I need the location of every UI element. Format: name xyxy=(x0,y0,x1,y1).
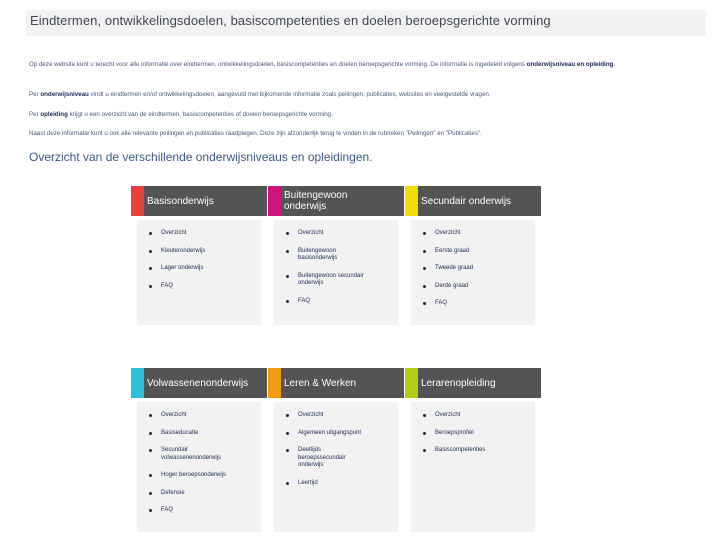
color-bar xyxy=(405,368,418,398)
intro-bold-text: onderwijsniveau en opleiding xyxy=(526,61,614,68)
card-link[interactable]: Basiscompetenties xyxy=(435,447,535,455)
card-link[interactable]: Overzicht xyxy=(298,412,398,420)
card-link[interactable]: Overzicht xyxy=(161,230,261,238)
card-link[interactable]: FAQ xyxy=(298,298,398,306)
card-body xyxy=(274,402,398,532)
card-basisonderwijs xyxy=(131,186,267,325)
card-header-basisonderwijs[interactable] xyxy=(131,186,267,216)
card-link[interactable]: Eerste graad xyxy=(435,248,535,256)
card-leren-en-werken xyxy=(268,368,404,532)
intro-text: Naast deze informatie kunt u ook alle relevante peilingen en publicaties raadplegen. Deze zijn afzonderlijk terug te vinden in de rubrieken "Peilingen" en "Publicaties". xyxy=(29,130,482,137)
card-link-list xyxy=(137,230,261,290)
card-link-list xyxy=(274,230,398,305)
card-body xyxy=(137,220,261,325)
card-link[interactable]: Buitengewoon secundair onderwijs xyxy=(298,273,378,288)
card-buitengewoon-onderwijs xyxy=(268,186,404,325)
card-link[interactable]: Defensie xyxy=(161,490,261,498)
card-body xyxy=(411,402,535,532)
card-link[interactable]: Deeltijds beroepssecundair onderwijs xyxy=(298,447,368,470)
card-title: Volwassenenonderwijs xyxy=(147,377,249,389)
color-bar xyxy=(405,186,418,216)
section-subtitle: Overzicht van de verschillende onderwijsniveaus en opleidingen. xyxy=(29,150,373,164)
card-link-list xyxy=(137,412,261,515)
card-lerarenopleiding xyxy=(405,368,541,532)
card-secundair-onderwijs xyxy=(405,186,541,325)
card-link[interactable]: Buitengewoon basisonderwijs xyxy=(298,248,368,263)
card-link[interactable]: Secundair volwassenenonderwijs xyxy=(161,447,241,462)
card-link[interactable]: Hoger beroepsonderwijs xyxy=(161,472,231,480)
card-body xyxy=(137,402,261,532)
intro-text: Op deze website kunt u terecht voor alle informatie over eindtermen, ontwikkelingsdoelen, basiscompetenties en doelen beroepsgerichte vorming. De informatie is ingedeeld volgens xyxy=(29,61,527,68)
intro-paragraph-1 xyxy=(29,60,709,69)
intro-paragraph-2 xyxy=(29,90,709,99)
card-title: Basisonderwijs xyxy=(147,195,214,207)
card-link-list xyxy=(411,230,535,308)
color-bar xyxy=(131,368,144,398)
card-link[interactable]: Overzicht xyxy=(435,230,535,238)
intro-text: vindt u eindtermen en/of ontwikkelingsdoelen, aangevuld met bijkomende informatie zoals peilingen, publicaties, websites en veelgestelde vragen. xyxy=(88,91,491,98)
card-title: Secundair onderwijs xyxy=(421,195,512,207)
card-link[interactable]: Overzicht xyxy=(435,412,535,420)
intro-paragraph-3 xyxy=(29,110,709,119)
card-header-volwassenenonderwijs[interactable] xyxy=(131,368,267,398)
card-body xyxy=(411,220,535,325)
card-link[interactable]: FAQ xyxy=(435,300,535,308)
color-bar xyxy=(131,186,144,216)
card-header-leren-en-werken[interactable] xyxy=(268,368,404,398)
intro-bold-text: onderwijsniveau xyxy=(40,91,89,98)
card-title: Lerarenopleiding xyxy=(421,377,496,389)
card-link[interactable]: Leertijd xyxy=(298,480,398,488)
intro-bold-text: opleiding xyxy=(40,111,68,118)
intro-text: krijgt u een overzicht van de eindtermen, basiscompetenties of doelen beroepsgerichte vorming. xyxy=(67,111,333,118)
card-link[interactable]: Overzicht xyxy=(161,412,261,420)
card-link[interactable]: Lager onderwijs xyxy=(161,265,261,273)
card-body xyxy=(274,220,398,325)
intro-text: Per xyxy=(29,111,41,118)
intro-paragraph-4 xyxy=(29,129,709,138)
color-bar xyxy=(268,186,281,216)
color-bar xyxy=(268,368,281,398)
card-header-secundair-onderwijs[interactable] xyxy=(405,186,541,216)
card-link[interactable]: Kleuteronderwijs xyxy=(161,248,261,256)
page-title: Eindtermen, ontwikkelingsdoelen, basiscompetenties en doelen beroepsgerichte vorming xyxy=(30,13,551,28)
card-title: Leren & Werken xyxy=(284,377,357,389)
intro-text: Per xyxy=(29,91,41,98)
card-link[interactable]: FAQ xyxy=(161,507,261,515)
card-link-list xyxy=(411,412,535,455)
card-link[interactable]: Overzicht xyxy=(298,230,398,238)
card-link[interactable]: Beroepsprofiel xyxy=(435,430,535,438)
card-header-buitengewoon-onderwijs[interactable] xyxy=(268,186,404,216)
intro-text: . xyxy=(613,61,616,68)
card-link[interactable]: FAQ xyxy=(161,283,261,291)
card-link[interactable]: Tweede graad xyxy=(435,265,535,273)
card-link[interactable]: Derde graad xyxy=(435,283,535,291)
card-link[interactable]: Basiseducatie xyxy=(161,430,261,438)
card-title: Buitengewoon onderwijs xyxy=(284,190,348,212)
card-header-lerarenopleiding[interactable] xyxy=(405,368,541,398)
card-link[interactable]: Algemeen uitgangspunt xyxy=(298,430,398,438)
card-link-list xyxy=(274,412,398,487)
card-volwassenenonderwijs xyxy=(131,368,267,532)
